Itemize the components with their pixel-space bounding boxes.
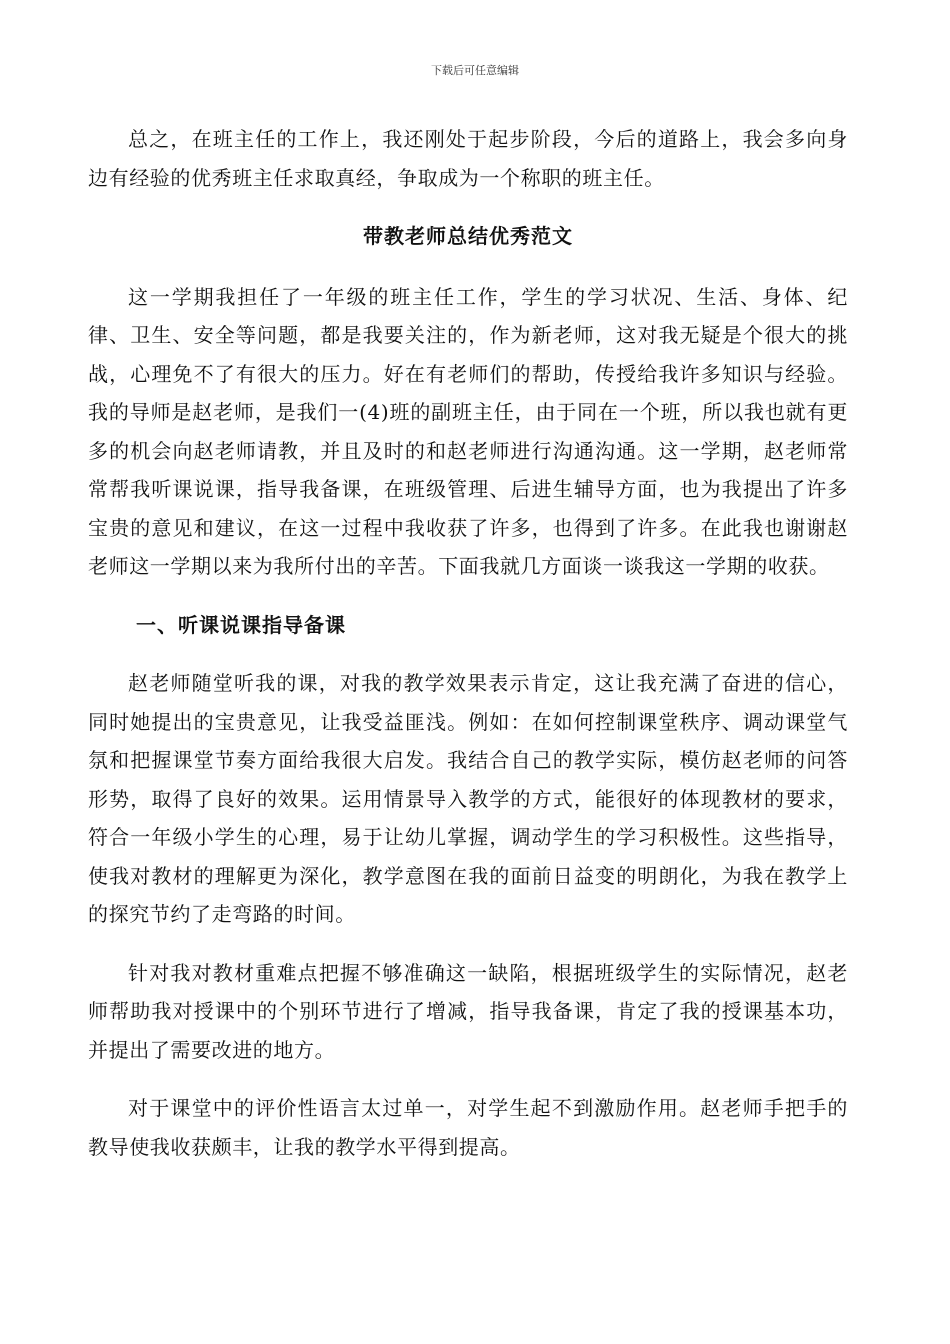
section-1-heading: 一、听课说课指导备课 [136,612,346,637]
page-header: 下载后可任意编辑 [431,64,519,77]
document-body [88,120,848,1186]
paragraph-1: 这一学期我担任了一年级的班主任工作，学生的学习状况、生活、身体、纪律、卫生、安全等问题，都是我要关注的，作为新老师，这对我无疑是个很大的挑战，心理免不了有很大的压力。好在有老师们的帮助，传授给我许多知识与经验。我的导师是赵老师，是我们一(4)班的副班主任，由于同在一个班，所以我也就有更多的机会向赵老师请教，并且及时的和赵老师进行沟通沟通。这一学期，赵老师常常帮我听课说课，指导我备课，在班级管理、后进生辅导方面，也为我提出了许多宝贵的意见和建议，在这一过程中我收获了许多，也得到了许多。在此我也谢谢赵老师这一学期以来为我所付出的辛苦。下面我就几方面谈一谈我这一学期的收获。 [88,284,848,578]
paragraph-2: 赵老师随堂听我的课，对我的教学效果表示肯定，这让我充满了奋进的信心，同时她提出的宝贵意见，让我受益匪浅。例如：在如何控制课堂秩序、调动课堂气氛和把握课堂节奏方面给我很大启发。我结合自己的教学实际，模仿赵老师的问答形势，取得了良好的效果。运用情景导入教学的方式，能很好的体现教材的要求，符合一年级小学生的心理，易于让幼儿掌握，调动学生的学习积极性。这些指导，使我对教材的理解更为深化，教学意图在我的面前日益变的明朗化，为我在教学上的探究节约了走弯路的时间。 [88,671,848,926]
paragraph-3: 针对我对教材重难点把握不够准确这一缺陷，根据班级学生的实际情况，赵老师帮助我对授课中的个别环节进行了增减，指导我备课，肯定了我的授课基本功，并提出了需要改进的地方。 [88,960,848,1062]
paragraph-4: 对于课堂中的评价性语言太过单一，对学生起不到激励作用。赵老师手把手的教导使我收获颇丰，让我的教学水平得到提高。 [88,1096,848,1159]
intro-paragraph: 总之，在班主任的工作上，我还刚处于起步阶段，今后的道路上，我会多向身边有经验的优秀班主任求取真经，争取成为一个称职的班主任。 [88,127,848,190]
document-title: 带教老师总结优秀范文 [363,224,573,248]
